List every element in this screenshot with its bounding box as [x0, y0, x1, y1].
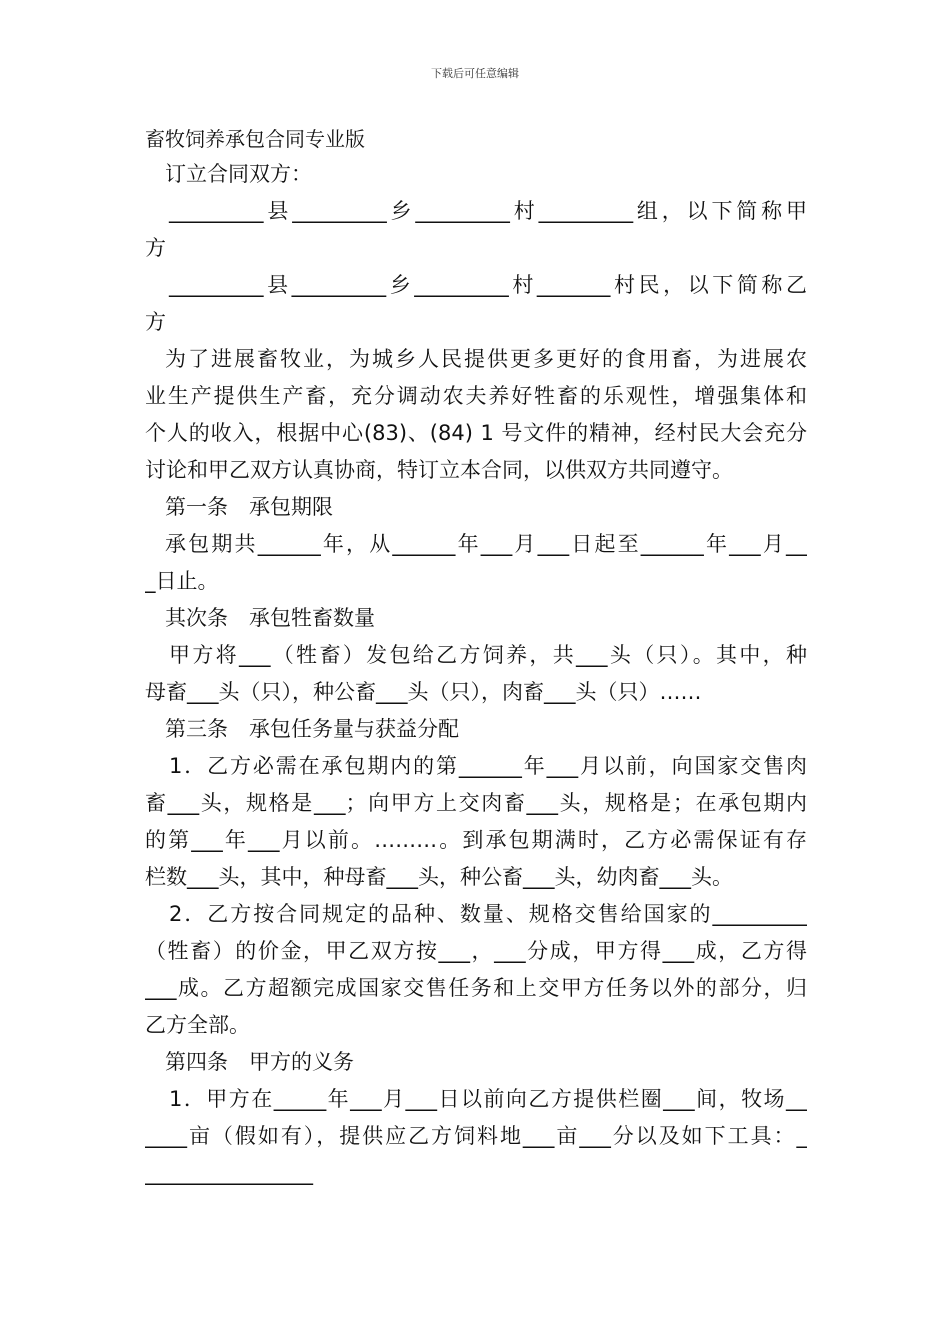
article-3-heading: 第三条 承包任务量与获益分配 — [165, 717, 459, 741]
article-3-line: 畜___头，规格是___；向甲方上交肉畜___头，规格是；在承包期内 — [145, 791, 807, 815]
preamble-line: 个人的收入，根据中心(83)、(84) 1 号文件的精神，经村民大会充分 — [145, 421, 807, 445]
article-4-line: ________________ — [145, 1161, 313, 1185]
preamble-line: 讨论和甲乙双方认真协商，特订立本合同，以供双方共同遵守。 — [145, 458, 733, 482]
article-4-line: 1．甲方在_____年___月___日以前向乙方提供栏圈___间，牧场__ — [169, 1087, 807, 1111]
article-2-heading: 其次条 承包牲畜数量 — [165, 606, 375, 630]
article-3-line: 1．乙方必需在承包期内的第______年___月以前，向国家交售肉 — [169, 754, 807, 778]
article-1-heading: 第一条 承包期限 — [165, 495, 333, 519]
article-2-line: 甲方将___（牲畜）发包给乙方饲养，共___头（只）。其中，种 — [169, 643, 807, 667]
article-3-line: （牲畜）的价金，甲乙双方按___，___分成，甲方得___成，乙方得 — [145, 939, 807, 963]
party-b-line: _________县_________乡_________村_______村民，以下简称乙 — [169, 273, 807, 297]
article-4-line: ____亩（假如有），提供应乙方饲料地___亩___分以及如下工具：_ — [145, 1124, 807, 1148]
article-3-line: 栏数___头，其中，种母畜___头，种公畜___头，幼肉畜___头。 — [145, 865, 733, 889]
party-a-line: _________县_________乡_________村_________组，以下简称甲 — [169, 199, 807, 223]
article-4-heading: 第四条 甲方的义务 — [165, 1050, 354, 1074]
preamble-line: 业生产提供生产畜，充分调动农夫养好牲畜的乐观性，增强集体和 — [145, 384, 807, 408]
document-title: 畜牧饲养承包合同专业版 — [145, 127, 365, 151]
document-body — [145, 122, 807, 1192]
article-3-line: 的第___年___月以前。………。到承包期满时，乙方必需保证有存 — [145, 828, 807, 852]
header-note: 下载后可任意编辑 — [431, 67, 519, 80]
preamble-line: 为了进展畜牧业，为城乡人民提供更多更好的食用畜，为进展农 — [165, 347, 807, 371]
party-a-line-end: 方 — [145, 236, 166, 260]
article-3-line: 乙方全部。 — [145, 1013, 250, 1037]
article-3-line: 2．乙方按合同规定的品种、数量、规格交售给国家的_________ — [169, 902, 807, 926]
article-1-line: _日止。 — [145, 569, 219, 593]
party-b-line-end: 方 — [145, 310, 166, 334]
article-2-line: 母畜___头（只），种公畜___头（只），肉畜___头（只）…… — [145, 680, 702, 704]
article-3-line: ___成。乙方超额完成国家交售任务和上交甲方任务以外的部分，归 — [145, 976, 807, 1000]
article-1-line: 承包期共______年，从______年___月___日起至______年___月__ — [165, 532, 807, 556]
parties-heading: 订立合同双方： — [165, 162, 312, 186]
